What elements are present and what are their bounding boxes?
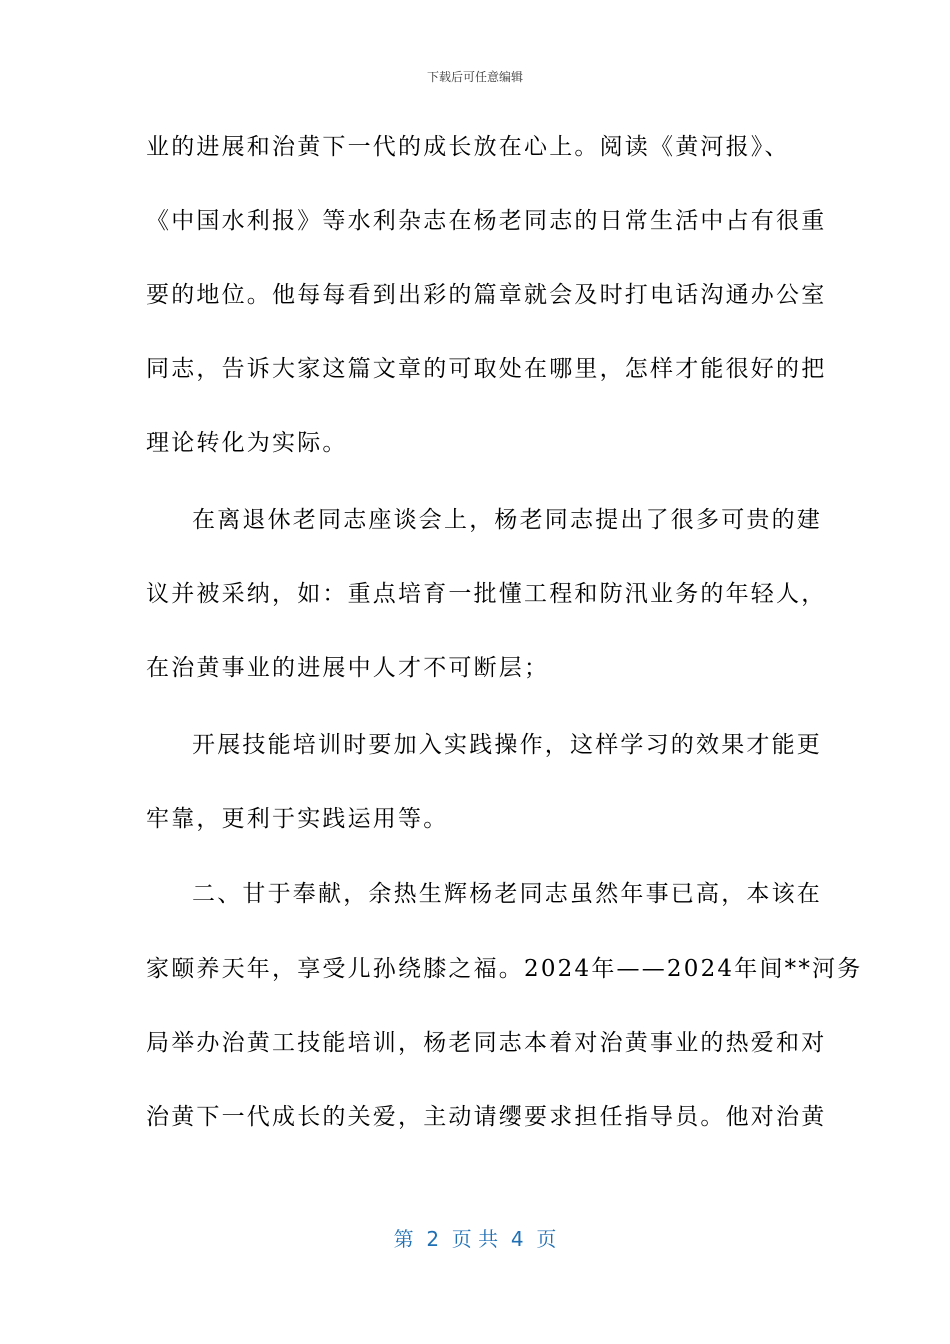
text-line: 业的进展和治黄下一代的成长放在心上。阅读《黄河报》、 — [146, 134, 790, 160]
text-line: 议并被采纳，如：重点培育一批懂工程和防汛业务的年轻人， — [146, 581, 827, 607]
text-line: 《中国水利报》等水利杂志在杨老同志的日常生活中占有很重 — [146, 208, 827, 234]
page-header-watermark: 下载后可任意编辑 — [426, 70, 523, 84]
text-line: 同志，告诉大家这篇文章的可取处在哪里，怎样才能很好的把 — [146, 356, 827, 382]
text-line: 牢靠，更利于实践运用等。 — [146, 806, 449, 832]
text-line: 开展技能培训时要加入实践操作，这样学习的效果才能更 — [192, 732, 822, 758]
text-line: 在离退休老同志座谈会上，杨老同志提出了很多可贵的建 — [192, 507, 822, 533]
text-line: 家颐养天年，享受儿孙绕膝之福。2024年——2024年间**河务 — [146, 956, 863, 982]
text-line: 治黄下一代成长的关爱，主动请缨要求担任指导员。他对治黄 — [146, 1104, 827, 1130]
page-number-footer: 第 2 页 共 4 页 — [393, 1227, 557, 1251]
text-line: 要的地位。他每每看到出彩的篇章就会及时打电话沟通办公室 — [146, 282, 827, 308]
text-line: 局举办治黄工技能培训，杨老同志本着对治黄事业的热爱和对 — [146, 1030, 827, 1056]
text-line: 二、甘于奉献，余热生辉杨老同志虽然年事已高，本该在 — [192, 881, 822, 907]
text-line: 理论转化为实际。 — [146, 430, 348, 456]
text-line: 在治黄事业的进展中人才不可断层； — [146, 655, 550, 681]
